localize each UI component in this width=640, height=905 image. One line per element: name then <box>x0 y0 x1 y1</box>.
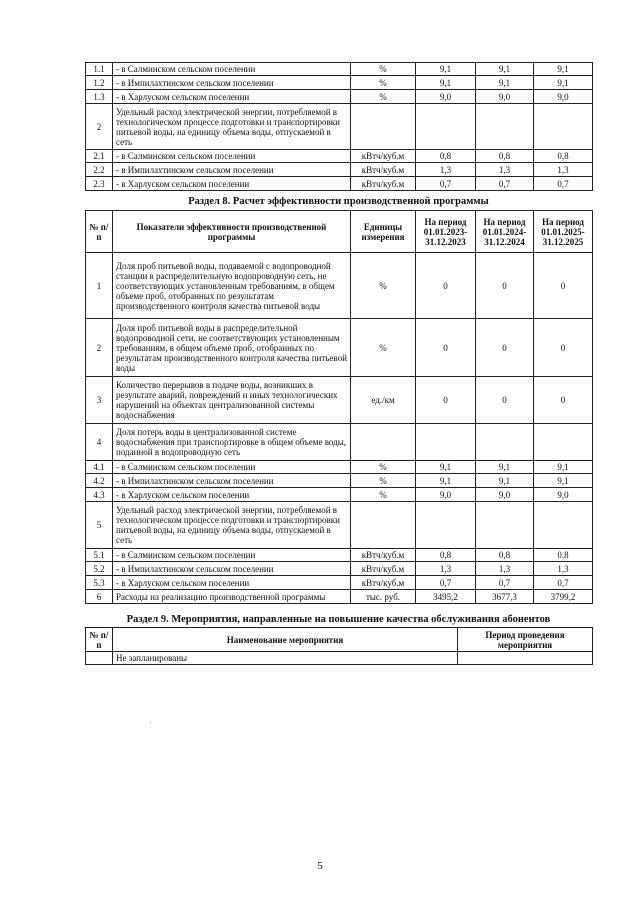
page-number: 5 <box>317 860 323 872</box>
table-row: 3 Количество перерывов в подаче воды, возникших в результате аварий, повреждений и иных технологических нарушений на объектах централизованной системы водоснабжения ед./км 0 0 0 <box>86 377 593 424</box>
section-9-title: Раздел 9. Мероприятия, направленные на повышение качества обслуживания абонентов <box>126 614 551 625</box>
scan-speck <box>150 722 151 723</box>
section-8-title: Раздел 8. Расчет эффективности производственной программы <box>188 196 489 207</box>
table-row: 2 Удельный расход электрической энергии, потребляемой в технологическом процессе подготовки и транспортировки питьевой воды, на единицу объема воды, отпускаемой в сеть <box>86 104 593 150</box>
table-row: 5.1 - в Салминском сельском поселении кВтч/куб.м 0,8 0,8 0,8 <box>86 549 593 562</box>
header-period-2: На период 01.01.2024-31.12.2024 <box>476 211 534 253</box>
table-continuation <box>85 62 593 191</box>
table-row: 4.2 - в Импилахтинском сельском поселении % 9,1 9,1 9,1 <box>86 474 593 488</box>
header-measure-name: Наименование мероприятия <box>113 628 458 652</box>
section-8-table <box>85 210 593 604</box>
table-row: 1.1 - в Салминском сельском поселении % 9,1 9,1 9,1 <box>86 63 593 76</box>
table-row: 1 Доля проб питьевой воды, подаваемой с водопроводной станции в распределительную водопроводную сеть, не соответствующих установленным требованиям, в общем объеме проб, отобранных по результатам производственного контроля качества питьевой воды % 0 0 0 <box>86 253 593 319</box>
header-unit: Единицы измерения <box>351 211 416 253</box>
table-row: 4.1 - в Салминском сельском поселении % 9,1 9,1 9,1 <box>86 461 593 474</box>
table-row: 4 Доля потерь воды в централизованной системе водоснабжения при транспортировке в общем объеме воды, поданной в водопроводную сеть <box>86 424 593 461</box>
section-9-table <box>85 627 593 665</box>
table-row: 2.1 - в Салминском сельском поселении кВтч/куб.м 0,8 0,8 0,8 <box>86 150 593 163</box>
table-row: Не запланированы <box>86 652 593 665</box>
table-row: 5.3 - в Харлуском сельском поселении кВтч/куб.м 0,7 0,7 0,7 <box>86 576 593 590</box>
table-header-row <box>86 211 593 253</box>
table-row: 1.3 - в Харлуском сельском поселении % 9,0 9,0 9,0 <box>86 90 593 104</box>
header-num: № п/п <box>86 628 113 652</box>
table-row: 1.2 - в Импилахтинском сельском поселении % 9,1 9,1 9,1 <box>86 76 593 90</box>
table-row: 6 Расходы на реализацию производственной программы тыс. руб. 3495,2 3677,3 3799,2 <box>86 590 593 604</box>
table-row: 4.3 - в Харлуском сельском поселении % 9,0 9,0 9,0 <box>86 488 593 502</box>
header-period: Период проведения мероприятия <box>458 628 593 652</box>
table-header-row <box>86 628 593 652</box>
header-period-3: На период 01.01.2025-31.12.2025 <box>534 211 593 253</box>
table-row: 2.2 - в Импилахтинском сельском поселении кВтч/куб.м 1,3 1,3 1,3 <box>86 163 593 177</box>
header-num: № п/п <box>86 211 113 253</box>
table-row: 5 Удельный расход электрической энергии, потребляемой в технологическом процессе подготовки и транспортировки питьевой воды, на единицу объема воды, отпускаемой в сеть <box>86 502 593 549</box>
table-row: 5.2 - в Импилахтинском сельском поселении кВтч/куб.м 1,3 1,3 1,3 <box>86 562 593 576</box>
header-name: Показатели эффективности производственной программы <box>113 211 351 253</box>
table-row: 2.3 - в Харлуском сельском поселении кВтч/куб.м 0,7 0,7 0,7 <box>86 177 593 191</box>
table-row: 2 Доля проб питьевой воды в распределительной водопроводной сети, не соответствующих установленным требованиям, в общем объеме проб, отобранных по результатам производственного контроля качества питьевой воды % 0 0 0 <box>86 319 593 377</box>
header-period-1: На период 01.01.2023-31.12.2023 <box>416 211 476 253</box>
